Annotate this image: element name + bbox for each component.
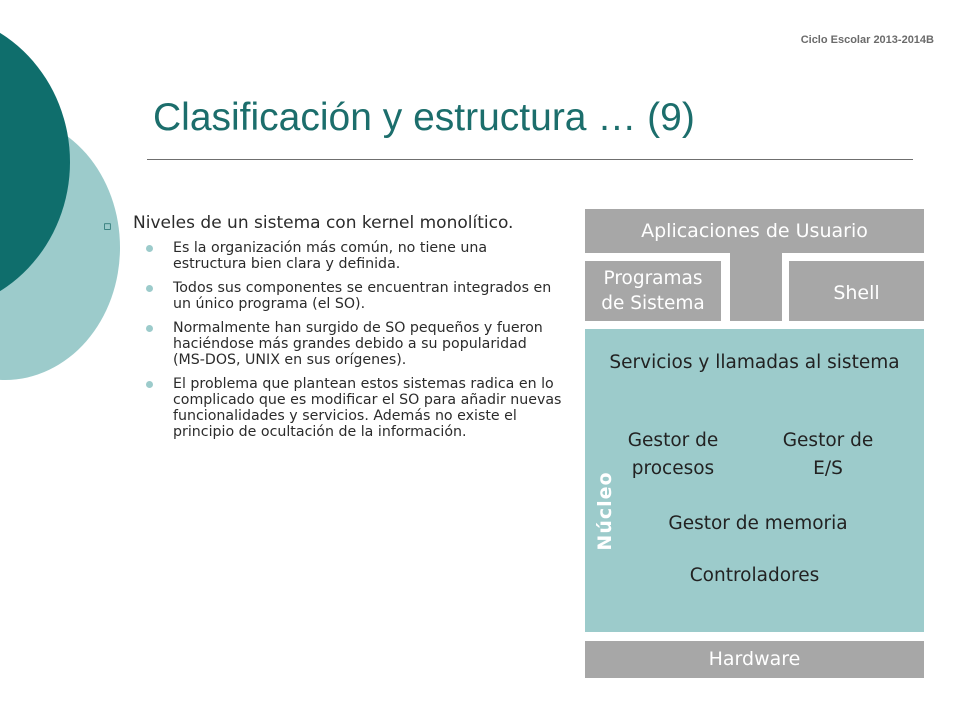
sub-bullet: [103, 376, 563, 440]
process-manager: [613, 427, 733, 483]
title-divider: [147, 159, 913, 160]
io-manager-line-1: Gestor de: [782, 430, 874, 451]
user-applications-layer: Aplicaciones de Usuario: [585, 209, 924, 253]
drivers-label: Controladores: [689, 565, 820, 586]
system-services-label: Servicios y llamadas al sistema: [609, 352, 900, 373]
process-manager-line-2: procesos: [631, 458, 715, 479]
io-manager: [768, 427, 888, 483]
kernel-layer: [585, 329, 924, 632]
system-programs-line-1: Programas: [603, 268, 703, 289]
memory-manager: Gestor de memoria: [668, 513, 848, 534]
dot-bullet-icon: [146, 381, 153, 388]
sub-bullet-text: Es la organización más común, no tiene una estructura bien clara y definida.: [173, 240, 488, 272]
sub-bullet: [103, 240, 563, 272]
kernel-vertical-label: Núcleo: [594, 471, 616, 551]
sub-bullet: [103, 320, 563, 368]
sub-bullet-list: [103, 240, 563, 440]
layer-connector-block: [730, 253, 782, 321]
sub-bullet-text: Normalmente han surgido de SO pequeños y fueron haciéndose más grandes debido a su popularidad (MS-DOS, UNIX en sus orígenes).: [173, 320, 543, 368]
dot-bullet-icon: [146, 245, 153, 252]
main-bullet: [103, 214, 563, 233]
io-manager-line-2: E/S: [813, 458, 843, 479]
dot-bullet-icon: [146, 325, 153, 332]
system-programs-line-2: de Sistema: [601, 293, 705, 314]
slide-content: [103, 214, 563, 448]
sub-bullet-text: Todos sus componentes se encuentran integrados en un único programa (el SO).: [173, 280, 552, 312]
slide-title: Clasificación y estructura … (9): [153, 96, 695, 139]
sub-bullet: [103, 280, 563, 312]
main-bullet-text: Niveles de un sistema con kernel monolítico.: [133, 213, 514, 233]
course-label: Ciclo Escolar 2013-2014B: [800, 34, 934, 46]
hardware-layer: Hardware: [585, 641, 924, 678]
dot-bullet-icon: [146, 285, 153, 292]
shell-layer: Shell: [789, 261, 924, 321]
sub-bullet-text: El problema que plantean estos sistemas radica en lo complicado que es modificar el SO para añadir nuevas funcionalidades y servicios. Además no existe el principio de ocultación de la información.: [173, 376, 562, 440]
hollow-square-bullet-icon: ▫: [103, 219, 112, 234]
system-programs-layer: [585, 261, 721, 321]
process-manager-line-1: Gestor de: [627, 430, 719, 451]
